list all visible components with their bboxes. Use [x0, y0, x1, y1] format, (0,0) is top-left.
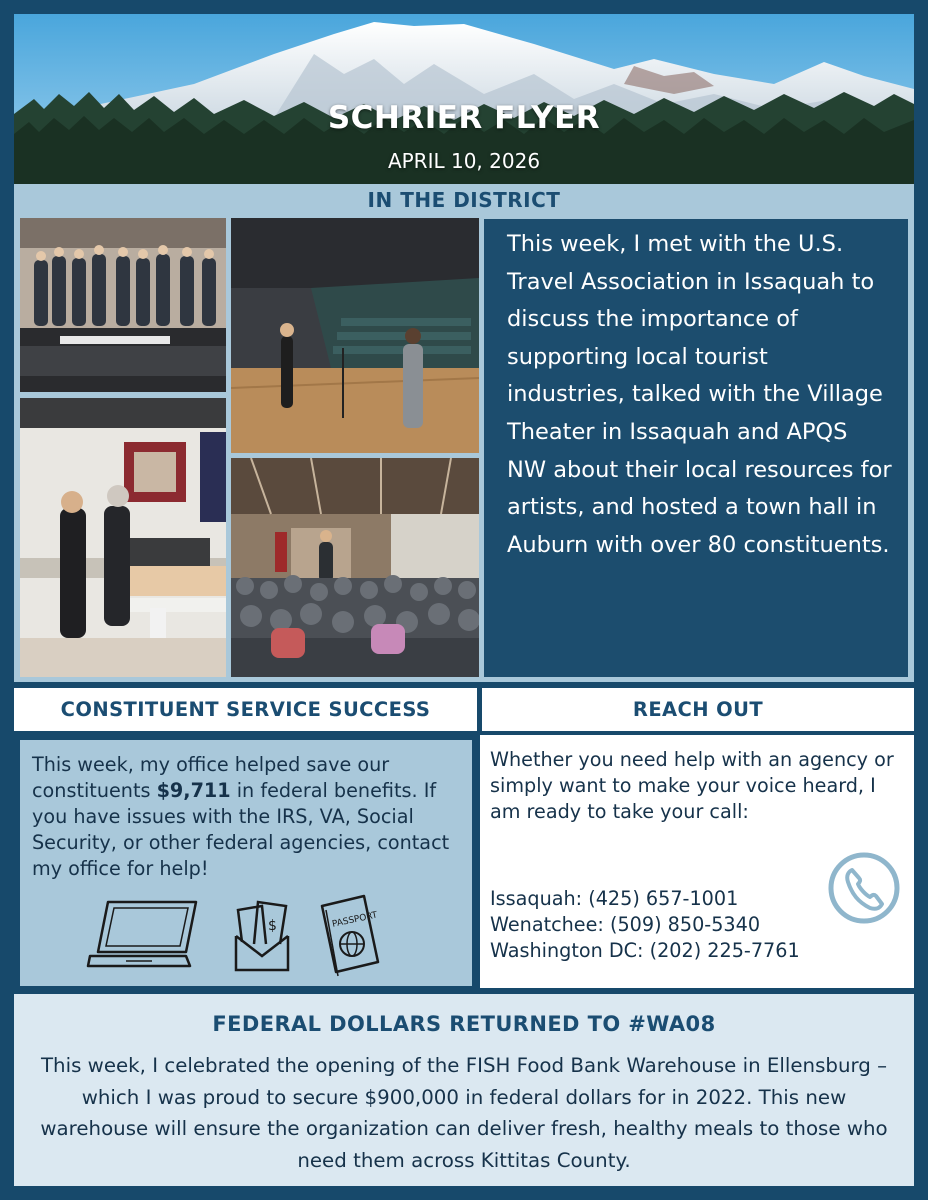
header-banner	[14, 14, 914, 184]
phone-issaquah[interactable]: Issaquah: (425) 657-1001	[490, 887, 739, 910]
service-text-after: in federal benefits. If you have issues with the IRS, VA, Social Security, or other federal agencies, contact my office for help!	[32, 779, 450, 880]
service-amount: $9,711	[156, 779, 231, 802]
laptop-icon	[86, 896, 202, 976]
phone-list	[490, 886, 870, 964]
passport-label: PASSPORT	[331, 910, 379, 930]
service-heading-bar	[14, 688, 477, 731]
reach-heading: REACH OUT	[632, 698, 764, 721]
flyer-date: APRIL 10, 2026	[387, 149, 541, 173]
photo-auburn-town-hall	[231, 458, 479, 677]
photo-village-theater	[231, 218, 479, 453]
service-heading: CONSTITUENT SERVICE SUCCESS	[60, 698, 431, 721]
service-body-text	[32, 752, 462, 882]
federal-body-text: This week, I celebrated the opening of the FISH Food Bank Warehouse in Ellensburg – which I was proud to secure $900,000 in federal dollars for in 2022. This new warehouse will ensure the organization can deliver fresh, healthy meals to those who need them across Kittitas County.	[40, 1054, 888, 1172]
district-heading-strip	[14, 184, 914, 214]
flyer-title: SCHRIER FLYER	[327, 100, 601, 136]
phone-icon	[828, 852, 900, 924]
passport-icon	[316, 892, 382, 980]
reach-body-text: Whether you need help with an agency or simply want to make your voice heard, I am ready to take your call:	[490, 748, 894, 823]
federal-heading: FEDERAL DOLLARS RETURNED TO #WA08	[212, 1012, 716, 1036]
photo-apqs-quilting	[20, 398, 226, 677]
service-text-before: This week, my office helped save our constituents	[32, 753, 390, 802]
district-heading: IN THE DISTRICT	[367, 188, 561, 212]
phone-washington-dc[interactable]: Washington DC: (202) 225-7761	[490, 939, 800, 962]
photo-group-meeting	[20, 218, 226, 392]
money-envelope-icon	[228, 896, 294, 974]
svg-text:$: $	[268, 918, 277, 934]
phone-wenatchee[interactable]: Wenatchee: (509) 850-5340	[490, 913, 761, 936]
district-body-text: This week, I met with the U.S. Travel Association in Issaquah to discuss the importance of supporting local tourist industries, talked with the Village Theater in Issaquah and APQS NW about their local resources for artists, and hosted a town hall in Auburn with over 80 constituents.	[507, 231, 892, 558]
reach-heading-bar	[482, 688, 914, 731]
